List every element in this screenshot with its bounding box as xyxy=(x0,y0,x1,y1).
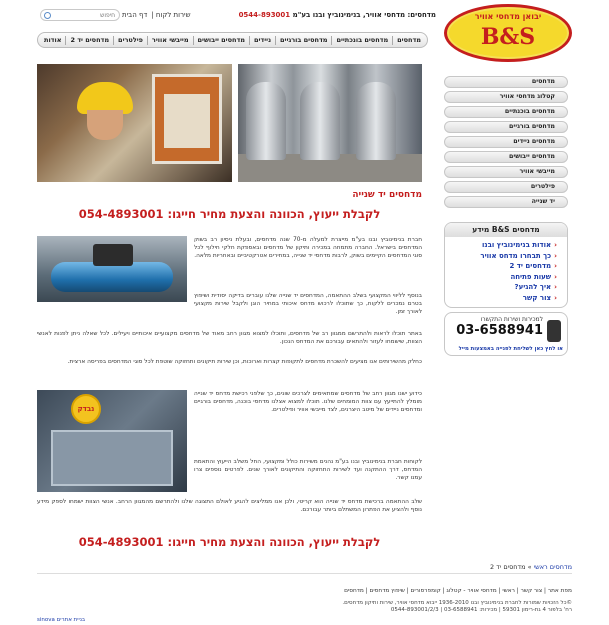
email-contact-link[interactable]: או לחץ כאן לשליחת לפנייה באמצעות מייל xyxy=(458,346,563,352)
paragraph-1: חברת בנימינוביץ ובנו בע"מ מייצרת למעלה מ-70 שנה מדחסים, ובעלת ניסיון רב בשוק המדחסים בישראל. החברה מתמחה במכירה ותיקון של מדחסים ובאספקת חלקי חילוף לכל סוגי המדחסים הקיימים בשוק, לרבות מדחסי יד שנייה, במחירים אטרקטיביים ובאחריות מלאה. xyxy=(194,237,423,260)
paragraph-7: שלב ההתאמה ברכישת מדחס יד שנייה הוא קריטי, ולכן אנו ממליצים להגיע לאולם התצוגה שלנו ולהתרשם מהמגוון הרחב. אנשי הצוות ישמחו לספק מידע נוסף ולהציע את הפתרון המשתלם ביותר עבורכם. xyxy=(37,499,422,514)
sidebar-menu xyxy=(444,76,568,211)
nav-item-piston[interactable]: מדחסים בונכתיים xyxy=(336,36,389,44)
main-nav xyxy=(37,32,428,48)
info-link-directions[interactable]: ‹איך להגיע? xyxy=(514,283,557,291)
sidebar-item-air-dryers[interactable]: מייבשי אוויר xyxy=(444,166,568,178)
header-tagline xyxy=(239,11,436,19)
paragraph-3: באתר תוכלו לראות ולהתרשם ממגוון רב של מדחסים, ותוכלו למצוא מגוון רחב מאוד של מדחסים מקצועיים איכותיים ויעילים. לכל שאלה ניתן לפנות לאנשי הצוות, שישמחו לעזור ולהתאים עבורכם את המדחס הנכון. xyxy=(37,331,422,346)
page xyxy=(37,0,572,625)
paragraph-2: בנוסף לליווי המקצועי בשלב ההתאמה, המדחסים יד שנייה שלנו עוברים בדיקה יסודית ושיפוץ בטרם נמכרים ללקוח, כך שתוכלו לרכוש מדחס איכותי במחיר הוגן ולקבל שירות מקצועי לאורך זמן. xyxy=(194,293,422,316)
paragraph-6: לקוחות חברת בנימינוביץ ובנו בע"מ נהנים משירות כולל ומקצועי, החל משלב הייעוץ והתאמת המדחס, דרך ההתקנה ועד לשירות התחזוקה והתיקונים לאורך שנים. לפרטים נוספים צרו עמנו קשר. xyxy=(194,459,422,482)
technician-photo xyxy=(37,64,232,182)
copyright-line-1: ©כל הזכויות שמורות לחברת בנימינוביץ ובנו 1936-2010 ייבוא מדחסי אוויר, שירות ותיקון מדחסים. xyxy=(342,600,572,606)
top-links: שירות לקוח| דף הבית xyxy=(122,11,191,19)
nav-item-about[interactable]: אודות xyxy=(44,36,62,44)
company-logo[interactable] xyxy=(444,4,572,62)
sidebar-item-catalog[interactable]: קטלוג מדחסי אוויר xyxy=(444,91,568,103)
nav-item-drying[interactable]: מדחסים ייבושים xyxy=(197,36,246,44)
info-link-contact[interactable]: ‹צור קשר xyxy=(522,293,557,302)
paragraph-5: כידוע ישנו מגוון רחב של מדחסים שמתאימים לצרכים שונים, כך שלפני רכישת מדחס יד שנייה מומלץ להתייעץ עם צוות המומחים שלנו. תוכלו למצוא אצלנו מדחסי בוכנה, מדחסים בורגיים ומדחסים ניידים של מיטב היצרנים, לצד מייבשי אוויר ופילטרים. xyxy=(194,391,422,414)
sidebar-item-screw[interactable]: מדחסים בורגיים xyxy=(444,121,568,133)
search-input[interactable] xyxy=(55,11,115,20)
cta-heading: לקבלת ייעוץ, הכוונה והצעת מחיר חייגו: 054-4893001 xyxy=(78,207,381,221)
nav-item-compressors[interactable]: מדחסים xyxy=(397,36,422,44)
sidebar-item-piston[interactable]: מדחסים בוכנתיים xyxy=(444,106,568,118)
info-link-choose[interactable]: ‹כך תבחרו מדחס אוויר xyxy=(480,251,557,260)
main-content xyxy=(37,190,423,549)
page-title: מדחסים יד שנייה xyxy=(352,190,422,200)
header-phone[interactable]: 0544-893001 xyxy=(238,11,291,19)
nav-item-air-dryers[interactable]: מייבשי אוויר xyxy=(151,36,189,44)
copyright xyxy=(37,600,572,614)
customer-service-link[interactable]: שירות לקוח xyxy=(155,11,191,19)
info-box-title: מדחסים B&S מידע xyxy=(445,223,567,237)
search-box xyxy=(40,9,120,21)
breadcrumb-home[interactable]: מדחסים ראשי xyxy=(533,563,572,571)
info-links xyxy=(445,237,567,303)
sidebar-item-filters[interactable]: פילטרים xyxy=(444,181,568,193)
nav-item-used[interactable]: מדחסים יד 2 xyxy=(70,36,110,44)
phone-label: למכירות ושירות התקשרו xyxy=(480,316,543,323)
nav-item-filters[interactable]: פילטרים xyxy=(118,36,143,44)
info-box xyxy=(444,222,568,308)
breadcrumb-current: מדחסים יד 2 xyxy=(490,563,526,571)
sidebar-item-drying[interactable]: מדחסים ייבושים xyxy=(444,151,568,163)
sidebar-item-portable[interactable]: מדחסים ניידים xyxy=(444,136,568,148)
logo-text: B&S xyxy=(480,24,536,50)
site-credit[interactable]: בניית אתרים sinova xyxy=(37,617,86,623)
copyright-line-2: רח' בלפור 4 גת-רימון 59301 | מכירות: 03-6588941 | 0544-893001/2/3 xyxy=(390,607,572,613)
phone-number[interactable]: 03-6588941 xyxy=(456,323,543,338)
breadcrumb: מדחסים ראשי » מדחסים יד 2 xyxy=(37,560,572,574)
tagline-text: מדחסים: מדחסי אוויר, בנימינוביץ ובנו בע"מ xyxy=(292,11,436,19)
info-link-hours[interactable]: ‹שעות פתיחה xyxy=(510,272,557,281)
nameplate-image: נבדק xyxy=(37,390,187,492)
home-link[interactable]: דף הבית xyxy=(122,11,148,19)
phone-icon xyxy=(547,320,561,342)
logo-tagline: יבואן מדחסי אוויר xyxy=(474,12,542,21)
search-icon[interactable] xyxy=(44,12,51,19)
phone-box xyxy=(444,312,568,356)
paragraph-4: כחלק מהשירותים אנו מציעים להשכרת מדחסים לתקופות קצרות וארוכות, וכן שירות תיקונים ותחזוקה שוטפת לכל סוגי המדחסים בפריסה ארצית. xyxy=(67,359,422,365)
nav-item-portable[interactable]: ניידים xyxy=(253,36,272,44)
cta-heading-bottom: לקבלת ייעוץ, הכוונה והצעת מחיר חייגו: 054-4893001 xyxy=(78,535,381,549)
sidebar-item-used[interactable]: יד שנייה xyxy=(444,196,568,208)
sidebar-item-compressors[interactable]: מדחסים xyxy=(444,76,568,88)
compressor-image xyxy=(37,236,187,302)
info-link-about[interactable]: ‹אודות בנימינוביץ ובנו xyxy=(482,241,557,249)
nav-item-screw[interactable]: מדחסים בורגיים xyxy=(280,36,328,44)
footer-nav[interactable]: מפת אתר | צור קשר | ראשי | מדחסי אוויר - קטלוג | קומפרסורים | שיפוץ מדחסים | מדחסים xyxy=(344,588,572,594)
info-link-used[interactable]: ‹מדחסים יד 2 xyxy=(509,262,557,270)
factory-photo xyxy=(238,64,422,182)
